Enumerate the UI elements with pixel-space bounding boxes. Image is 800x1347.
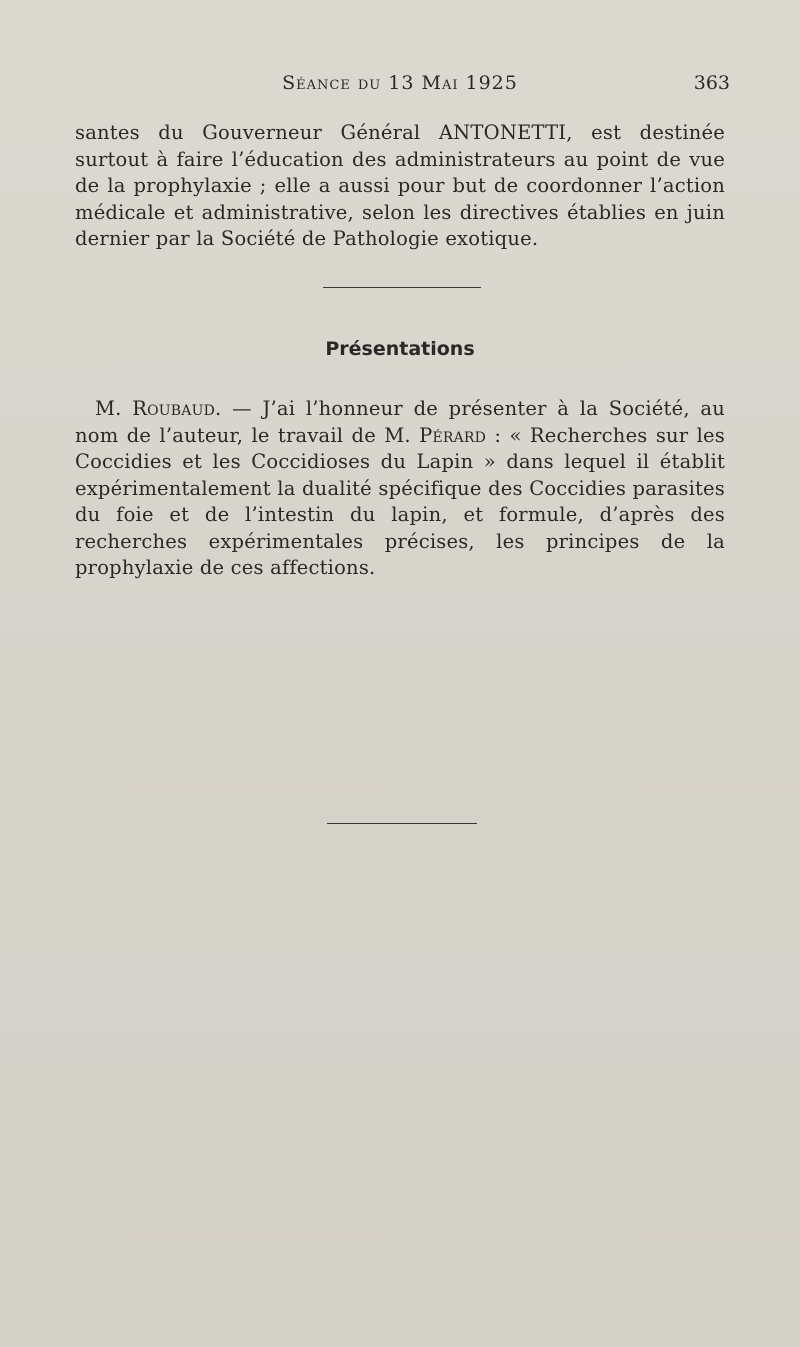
- section-divider-bottom: [327, 823, 477, 824]
- presentation-text-start: — J’ai l’honneur de présenter à la Société, au nom de l’auteur, le travail de M.: [75, 397, 725, 447]
- section-heading: Présentations: [325, 338, 475, 360]
- author-name: Pérard: [419, 423, 487, 447]
- section-divider-top: [323, 287, 481, 288]
- speaker-name: M. Roubaud.: [95, 397, 222, 420]
- presentation-paragraph: [75, 396, 725, 582]
- page-header: [0, 72, 800, 102]
- continued-paragraph: santes du Gouverneur Général ANTONETTI, est destinée surtout à faire l’éducation des administrateurs au point de vue de la prophylaxie ; elle a aussi pour but de coordonner l’action médicale et administrative, selon les directives établies en juin dernier par la Société de Pathologie exotique.: [75, 121, 725, 250]
- running-title: Séance du 13 Mai 1925: [282, 72, 518, 94]
- presentation-text-end: : « Recherches sur les Coccidies et les Coccidioses du Lapin » dans lequel il établit expérimentalement la dualité spécifique des Coccidies parasites du foie et de l’intestin du lapin, et formule, d’après des recherches expérimentales précises, les principes de la prophylaxie de ces affections.: [75, 423, 725, 579]
- page-number: 363: [693, 72, 730, 94]
